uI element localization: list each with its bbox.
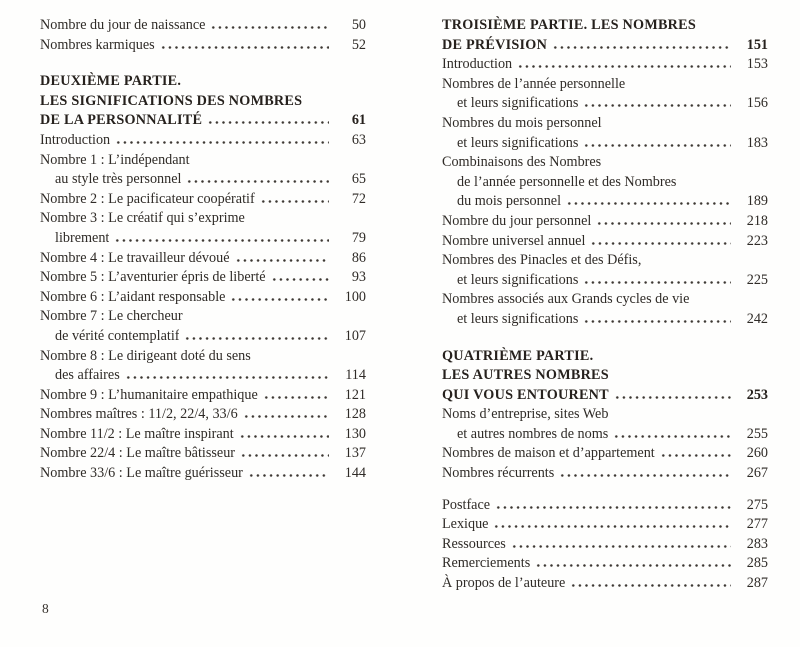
toc-entry [40,268,366,288]
toc-page-number: 218 [746,212,768,229]
toc-entry-title-line: Noms d’entreprise, sites Web [442,406,609,423]
dot-leader [558,474,731,477]
toc-page-number: 287 [746,575,768,592]
toc-entry-title: Nombre 33/6 : Le maître guérisseur [40,465,243,482]
toc-page-number: 189 [746,193,768,210]
toc-entry-title-line: Combinaisons des Nombres [442,154,602,171]
dot-leader [595,222,731,225]
toc-list-left [40,16,366,484]
toc-page-number: 223 [746,232,768,249]
toc-page-number: 114 [345,367,366,384]
dot-leader [494,506,731,509]
toc-page-number: 242 [746,310,768,327]
toc-entry [40,36,366,56]
toc-entry-title: À propos de l’auteure [442,575,566,592]
toc-entry-title: Nombre 22/4 : Le maître bâtisseur [40,445,236,462]
toc-entry [40,16,366,36]
toc-section-heading [442,347,768,406]
toc-entry [40,405,366,425]
toc-entry-title: Nombre 4 : Le travailleur dévoué [40,249,230,266]
toc-entry-title: Ressources [442,535,506,552]
toc-entry-title: au style très personnel [55,171,182,188]
toc-page-number: 285 [746,555,768,572]
dot-leader [242,415,329,418]
toc-entry [442,290,768,329]
toc-entry-title: librement [55,229,110,246]
toc-entry [442,232,768,252]
toc-entry-title-line: Nombre 8 : Le dirigeant doté du sens [40,347,251,364]
toc-page-number: 107 [344,327,366,344]
dot-leader [114,141,329,144]
toc-entry-title-line: de l’année personnelle et des Nombres [457,173,677,190]
toc-page-number: 255 [746,425,768,442]
toc-entry-title: et leurs significations [457,271,579,288]
dot-leader [262,396,329,399]
toc-page-number: 72 [351,190,366,207]
toc-entry [40,190,366,210]
toc-entry-title: QUI VOUS ENTOURENT [442,386,609,403]
toc-entry-title: Postface [442,496,491,513]
dot-leader [582,281,731,284]
toc-entry [442,574,768,594]
toc-entry [40,288,366,308]
toc-entry [40,151,366,190]
dot-leader [551,46,731,49]
toc-entry [442,496,768,516]
toc-entry-title: et autres nombres de noms [457,425,609,442]
dot-leader [229,298,329,301]
toc-entry [40,307,366,346]
dot-leader [185,180,329,183]
dot-leader [612,435,731,438]
toc-entry [442,515,768,535]
toc-entry-title-line: Nombres associés aux Grands cycles de vie [442,291,690,308]
toc-page-number: 183 [746,134,768,151]
toc-list-right [442,16,768,594]
toc-entry [442,444,768,464]
toc-page-number: 225 [746,271,768,288]
toc-entry-title: Nombres de maison et d’appartement [442,445,655,462]
dot-leader [183,337,329,340]
dot-leader [206,121,329,124]
toc-entry-title: des affaires [55,367,120,384]
toc-entry-title-line: Nombres de l’année personnelle [442,75,626,92]
toc-entry [40,131,366,151]
toc-page-number: 50 [351,17,366,33]
toc-entry-title: Nombre du jour de naissance [40,17,206,33]
toc-entry-title: Introduction [442,56,513,73]
toc-entry [442,554,768,574]
toc-entry-title-line: DEUXIÈME PARTIE. [40,73,182,90]
toc-entry-title: Nombre 2 : Le pacificateur coopératif [40,190,255,207]
dot-leader [259,200,329,203]
toc-entry-title-line: QUATRIÈME PARTIE. [442,347,594,364]
dot-leader [565,202,731,205]
dot-leader [510,545,731,548]
toc-page-number: 121 [344,386,366,403]
toc-page-number: 137 [344,445,366,462]
toc-entry-title: Lexique [442,516,489,533]
toc-entry-title: et leurs significations [457,95,579,112]
toc-page-number: 283 [746,535,768,552]
toc-entry [40,425,366,445]
toc-entry-title: DE LA PERSONNALITÉ [40,112,203,129]
toc-page-number: 93 [351,269,366,286]
dot-leader [534,564,731,567]
toc-entry-title: DE PRÉVISION [442,36,548,53]
toc-entry-title-line: Nombre 1 : L’indépendant [40,151,190,168]
toc-page-number: 52 [351,36,366,53]
toc-entry-title: Nombres maîtres : 11/2, 22/4, 33/6 [40,406,238,423]
toc-page-number: 260 [746,445,768,462]
toc-page-number: 63 [351,131,366,148]
dot-leader [270,278,329,281]
toc-page-left [40,0,366,647]
toc-entry [40,386,366,406]
toc-entry-title-line: Nombre 7 : Le chercheur [40,308,183,325]
toc-entry [442,55,768,75]
toc-page-number: 65 [351,171,366,188]
dot-leader [239,454,329,457]
dot-leader [492,525,731,528]
dot-leader [582,320,731,323]
toc-entry-title: et leurs significations [457,310,579,327]
toc-page-number: 253 [746,386,768,403]
toc-entry-title-line: TROISIÈME PARTIE. LES NOMBRES [442,17,697,33]
toc-page-number: 153 [746,56,768,73]
toc-entry [442,114,768,153]
toc-page-number: 79 [351,229,366,246]
toc-entry-title-line: Nombres des Pinacles et des Défis, [442,252,642,269]
dot-leader [589,242,731,245]
toc-page-number: 144 [344,465,366,482]
toc-entry-title: du mois personnel [457,193,562,210]
toc-entry-title-line: Nombre 3 : Le créatif qui s’exprime [40,210,245,227]
toc-entry-title: Nombre 9 : L’humanitaire empathique [40,386,258,403]
toc-section-heading [442,16,768,55]
toc-entry-title: Nombres karmiques [40,36,155,53]
toc-page-number: 277 [746,516,768,533]
dot-leader [582,104,731,107]
toc-entry-title-line: LES SIGNIFICATIONS DES NOMBRES [40,92,303,109]
dot-leader [569,584,731,587]
toc-page-number: 267 [746,465,768,482]
dot-leader [113,239,329,242]
page-number-folio: 8 [42,601,49,616]
toc-page-number: 128 [344,406,366,423]
dot-leader [613,396,731,399]
toc-entry-title: Nombre du jour personnel [442,212,592,229]
toc-section-heading [40,72,366,131]
dot-leader [124,376,329,379]
toc-entry [40,249,366,269]
toc-page-number: 151 [746,36,768,53]
toc-entry-title-line: LES AUTRES NOMBRES [442,367,609,384]
dot-leader [209,26,329,29]
toc-entry [442,75,768,114]
toc-page-number: 130 [344,425,366,442]
toc-entry [40,444,366,464]
toc-entry [442,212,768,232]
toc-entry-title: Remerciements [442,555,531,572]
toc-entry [442,464,768,484]
toc-entry-title-line: Nombres du mois personnel [442,114,602,131]
dot-leader [582,144,731,147]
dot-leader [234,259,330,262]
dot-leader [659,454,731,457]
toc-entry [442,251,768,290]
toc-page-number: 86 [351,249,366,266]
toc-page-number: 61 [351,112,366,129]
toc-page-right [442,0,768,647]
toc-entry-title: Nombre 11/2 : Le maître inspirant [40,425,234,442]
toc-entry-title: et leurs significations [457,134,579,151]
toc-entry-title: Nombre 6 : L’aidant responsable [40,288,226,305]
dot-leader [159,46,329,49]
toc-entry [442,535,768,555]
toc-page-number: 100 [344,288,366,305]
toc-page-number: 156 [746,95,768,112]
toc-entry [40,347,366,386]
toc-entry [442,153,768,212]
toc-entry-title: Nombre universel annuel [442,232,586,249]
toc-entry [40,464,366,484]
toc-entry-title: de vérité contemplatif [55,327,180,344]
toc-entry-title: Introduction [40,131,111,148]
dot-leader [238,435,329,438]
toc-page-number: 275 [746,496,768,513]
toc-entry-title: Nombre 5 : L’aventurier épris de liberté [40,269,266,286]
toc-entry-title: Nombres récurrents [442,465,555,482]
dot-leader [247,474,329,477]
toc-entry [442,405,768,444]
dot-leader [516,65,731,68]
toc-entry [40,209,366,248]
